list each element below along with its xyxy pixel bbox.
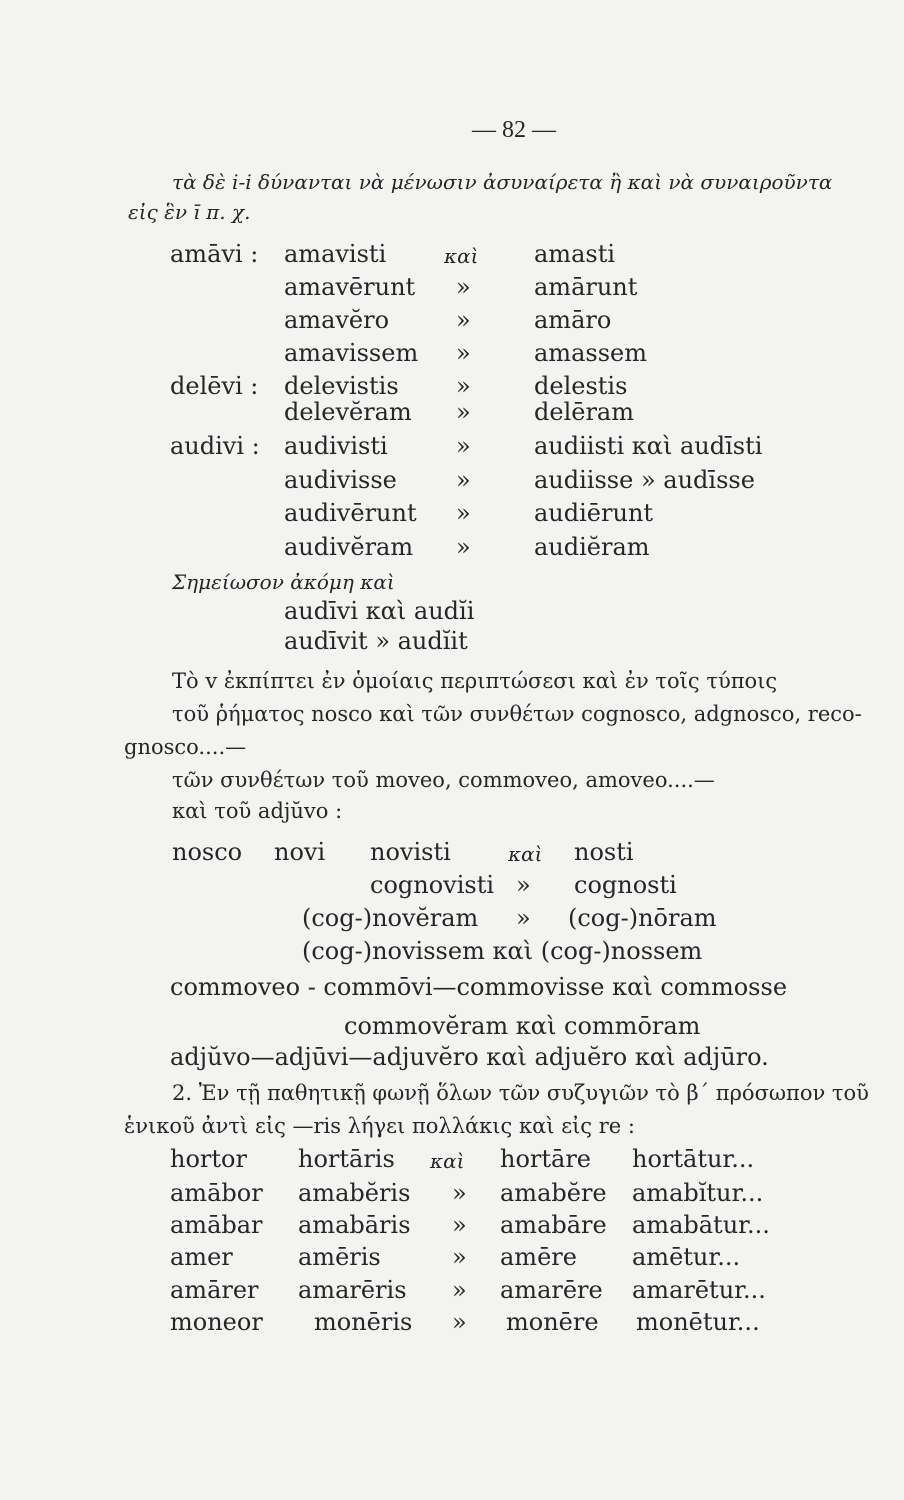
col-b: monēris bbox=[314, 1308, 413, 1336]
full-form: audivērunt bbox=[284, 499, 417, 527]
intro-line-2: εἰς ἓν ī π. χ. bbox=[128, 200, 251, 224]
nosco-col-e: (cog-)nōram bbox=[568, 904, 717, 932]
contracted-form: amassem bbox=[534, 339, 647, 367]
note-line-2: audīvit » audĭit bbox=[284, 627, 468, 655]
section-2-line-1: 2. Ἐν τῇ παθητικῇ φωνῇ ὅλων τῶν συζυγιῶν τὸ β΄ πρόσωπον τοῦ bbox=[172, 1081, 869, 1105]
full-form: audivisse bbox=[284, 466, 397, 494]
col-b: amabāris bbox=[298, 1211, 411, 1239]
nosco-col-c: novisti bbox=[370, 838, 451, 866]
nosco-col-e: cognosti bbox=[574, 871, 677, 899]
connector: » bbox=[456, 306, 471, 334]
col-d: amabāre bbox=[500, 1211, 607, 1239]
col-d: amabĕre bbox=[500, 1179, 607, 1207]
note-title: Σημείωσον ἀκόμη καὶ bbox=[172, 570, 395, 594]
col-e: monētur... bbox=[636, 1308, 760, 1336]
col-c: » bbox=[452, 1276, 467, 1304]
col-d: amēre bbox=[500, 1243, 577, 1271]
contracted-form: delestis bbox=[534, 372, 628, 400]
nosco-col-c: cognovisti bbox=[370, 871, 495, 899]
contracted-form: audiisse » audīsse bbox=[534, 466, 755, 494]
full-form: amavissem bbox=[284, 339, 419, 367]
full-form: delevĕram bbox=[284, 398, 412, 426]
col-a: amer bbox=[170, 1243, 233, 1271]
col-b: hortāris bbox=[298, 1145, 395, 1173]
connector: » bbox=[456, 432, 471, 460]
contracted-form: amasti bbox=[534, 240, 616, 268]
col-d: amarēre bbox=[500, 1276, 603, 1304]
nosco-col-c: (cog-)novissem καὶ (cog-)nossem bbox=[302, 937, 703, 965]
full-form: amavĕro bbox=[284, 306, 390, 334]
contracted-form: amārunt bbox=[534, 273, 638, 301]
col-d: hortāre bbox=[500, 1145, 592, 1173]
nosco-col-c: (cog-)novĕram bbox=[302, 904, 479, 932]
col-b: amabĕris bbox=[298, 1179, 411, 1207]
col-c: καὶ bbox=[430, 1149, 465, 1173]
full-form: delevistis bbox=[284, 372, 399, 400]
full-form: amavisti bbox=[284, 240, 387, 268]
nosco-col-e: nosti bbox=[574, 838, 634, 866]
connector: » bbox=[456, 339, 471, 367]
contracted-form: audiisti καὶ audīsti bbox=[534, 432, 763, 460]
col-e: amabĭtur... bbox=[632, 1179, 764, 1207]
col-a: amābar bbox=[170, 1211, 263, 1239]
v-paragraph-line-2: τοῦ ῥήματος nosco καὶ τῶν συνθέτων cognosco, adgnosco, reco- bbox=[172, 702, 862, 726]
col-b: amarēris bbox=[298, 1276, 407, 1304]
full-form: audivisti bbox=[284, 432, 388, 460]
intro-line-1: τὰ δὲ i-i δύνανται νὰ μένωσιν ἀσυναίρετα ἢ καὶ νὰ συναιροῦντα bbox=[172, 170, 833, 194]
commoveo-line-1: commoveo - commōvi—commovisse καὶ commosse bbox=[170, 973, 788, 1001]
col-e: amabātur... bbox=[632, 1211, 770, 1239]
v-paragraph-line-1: Τὸ v ἐκπίπτει ἐν ὁμοίαις περιπτώσεσι καὶ ἐν τοῖς τύποις bbox=[172, 669, 778, 693]
col-c: » bbox=[452, 1308, 467, 1336]
stem: audivi : bbox=[170, 432, 260, 460]
adjuvo-line: adjŭvo—adjūvi—adjuvĕro καὶ adjuĕro καὶ adjūro. bbox=[170, 1043, 769, 1071]
col-c: » bbox=[452, 1243, 467, 1271]
col-a: amārer bbox=[170, 1276, 259, 1304]
contracted-form: audiĕram bbox=[534, 533, 650, 561]
col-e: amētur... bbox=[632, 1243, 741, 1271]
col-b: amēris bbox=[298, 1243, 381, 1271]
stem: delēvi : bbox=[170, 372, 259, 400]
connector: » bbox=[456, 372, 471, 400]
col-e: hortātur... bbox=[632, 1145, 755, 1173]
nosco-col-a: nosco bbox=[172, 838, 243, 866]
col-e: amarētur... bbox=[632, 1276, 766, 1304]
col-a: moneor bbox=[170, 1308, 263, 1336]
col-c: » bbox=[452, 1179, 467, 1207]
col-d: monēre bbox=[506, 1308, 599, 1336]
col-a: amābor bbox=[170, 1179, 263, 1207]
connector: καὶ bbox=[444, 244, 479, 268]
nosco-col-d: καὶ bbox=[508, 842, 543, 866]
commoveo-line-2: commovĕram καὶ commōram bbox=[344, 1012, 701, 1040]
contracted-form: audiērunt bbox=[534, 499, 654, 527]
nosco-col-d: » bbox=[516, 871, 531, 899]
contracted-form: delēram bbox=[534, 398, 634, 426]
connector: » bbox=[456, 533, 471, 561]
col-c: » bbox=[452, 1211, 467, 1239]
v-paragraph-line-4: τῶν συνθέτων τοῦ moveo, commoveo, amoveo....— bbox=[172, 768, 715, 792]
col-a: hortor bbox=[170, 1145, 247, 1173]
full-form: audivĕram bbox=[284, 533, 414, 561]
v-paragraph-line-3: gnosco....— bbox=[124, 735, 247, 759]
connector: » bbox=[456, 273, 471, 301]
connector: » bbox=[456, 499, 471, 527]
note-line-1: audīvi καὶ audĭi bbox=[284, 597, 475, 625]
stem: amāvi : bbox=[170, 240, 259, 268]
connector: » bbox=[456, 466, 471, 494]
full-form: amavērunt bbox=[284, 273, 416, 301]
connector: » bbox=[456, 398, 471, 426]
page-number: — 82 — bbox=[472, 117, 556, 143]
nosco-col-b: novi bbox=[274, 838, 326, 866]
nosco-col-d: » bbox=[516, 904, 531, 932]
v-paragraph-line-5: καὶ τοῦ adjŭvo : bbox=[172, 799, 343, 823]
section-2-line-2: ἑνικοῦ ἀντὶ εἰς —ris λήγει πολλάκις καὶ εἰς re : bbox=[124, 1114, 635, 1138]
contracted-form: amāro bbox=[534, 306, 612, 334]
